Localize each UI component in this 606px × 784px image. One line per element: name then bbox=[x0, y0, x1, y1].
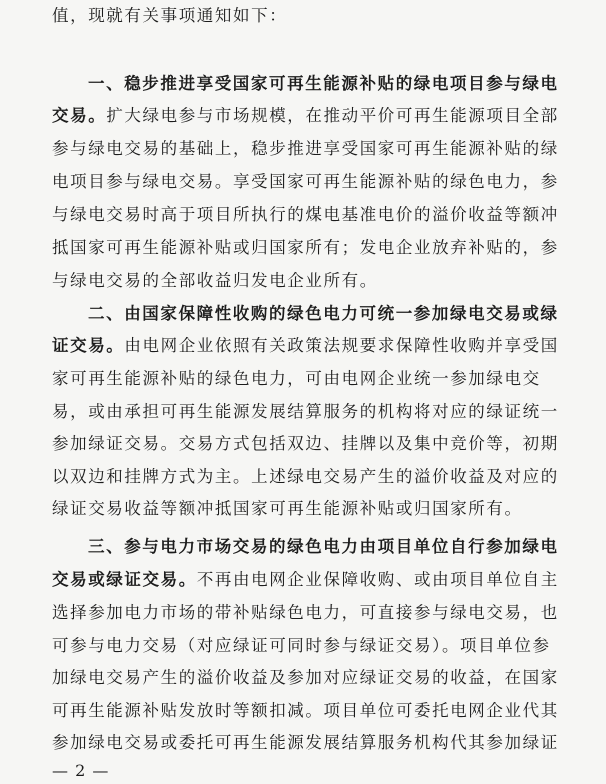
paragraph-line bbox=[52, 6, 552, 26]
bold-text: 交易或绿证交易。 bbox=[52, 570, 197, 589]
body-text: 由电网企业依照有关政策法规要求保障性收购并享受国 bbox=[124, 336, 559, 355]
bold-text: 证交易。 bbox=[52, 336, 125, 355]
body-text: 扩大绿电参与市场规模，在推动平价可再生能源项目全部 bbox=[106, 106, 559, 125]
paragraph-line bbox=[52, 271, 552, 291]
paragraph-line bbox=[52, 467, 559, 487]
paragraph-line bbox=[52, 603, 559, 623]
paragraph-line bbox=[52, 733, 559, 753]
section-heading-line bbox=[88, 304, 559, 324]
body-text: 电项目参与绿电交易。享受国家可再生能源补贴的绿色电力，参 bbox=[52, 172, 559, 191]
body-text: 不再由电网企业保障收购、或由项目单位自主 bbox=[196, 570, 559, 589]
paragraph-line bbox=[52, 636, 552, 656]
body-text: 易，或由承担可再生能源发展结算服务的机构将对应的绿证统一 bbox=[52, 402, 559, 421]
body-text: 绿证交易收益等额冲抵国家可再生能源补贴或归国家所有。 bbox=[52, 499, 523, 518]
page-number: — 2 — bbox=[52, 761, 110, 780]
paragraph-line bbox=[52, 172, 559, 192]
body-text: 可参与电力交易（对应绿证可同时参与绿证交易）。项目单位参 bbox=[52, 636, 551, 655]
bold-text: 一、稳步推进享受国家可再生能源补贴的绿电项目参与绿电 bbox=[88, 74, 559, 93]
paragraph-line bbox=[52, 106, 559, 126]
body-text: 值，现就有关事项通知如下： bbox=[52, 6, 288, 25]
paragraph-line bbox=[52, 238, 559, 258]
bold-text: 交易。 bbox=[52, 106, 107, 125]
body-text: 选择参加电力市场的带补贴绿色电力，可直接参与绿电交易，也 bbox=[52, 603, 559, 622]
body-text: 加绿电交易产生的溢价收益及参加对应绿证交易的收益，在国家 bbox=[52, 668, 559, 687]
paragraph-line bbox=[52, 139, 559, 159]
section-heading-line bbox=[88, 74, 559, 94]
body-text: 抵国家可再生能源补贴或归国家所有；发电企业放弃补贴的，参 bbox=[52, 238, 559, 257]
paragraph-line bbox=[52, 570, 559, 590]
section-heading-line bbox=[88, 537, 559, 557]
paragraph-line bbox=[52, 336, 559, 356]
body-text: 参加绿证交易。交易方式包括双边、挂牌以及集中竞价等，初期 bbox=[52, 434, 559, 453]
body-text: 与绿电交易的全部收益归发电企业所有。 bbox=[52, 271, 378, 290]
bold-text: 三、参与电力市场交易的绿色电力由项目单位自行参加绿电 bbox=[88, 537, 559, 556]
paragraph-line bbox=[52, 701, 559, 721]
paragraph-line bbox=[52, 402, 559, 422]
paragraph-line bbox=[52, 668, 559, 688]
body-text: 以双边和挂牌方式为主。上述绿电交易产生的溢价收益及对应的 bbox=[52, 467, 559, 486]
body-text: 参与绿电交易的基础上，稳步推进享受国家可再生能源补贴的绿 bbox=[52, 139, 559, 158]
paragraph-line bbox=[52, 499, 552, 519]
body-text: 家可再生能源补贴的绿色电力，可由电网企业统一参加绿电交 bbox=[52, 369, 541, 388]
paragraph-line bbox=[52, 369, 552, 389]
paragraph-line bbox=[52, 205, 559, 225]
bold-text: 二、由国家保障性收购的绿色电力可统一参加绿电交易或绿 bbox=[88, 304, 559, 323]
body-text: 参加绿电交易或委托可再生能源发展结算服务机构代其参加绿证 bbox=[52, 733, 559, 752]
body-text: 可再生能源补贴发放时等额扣减。项目单位可委托电网企业代其 bbox=[52, 701, 559, 720]
body-text: 与绿电交易时高于项目所执行的煤电基准电价的溢价收益等额冲 bbox=[52, 205, 559, 224]
paragraph-line bbox=[52, 434, 559, 454]
